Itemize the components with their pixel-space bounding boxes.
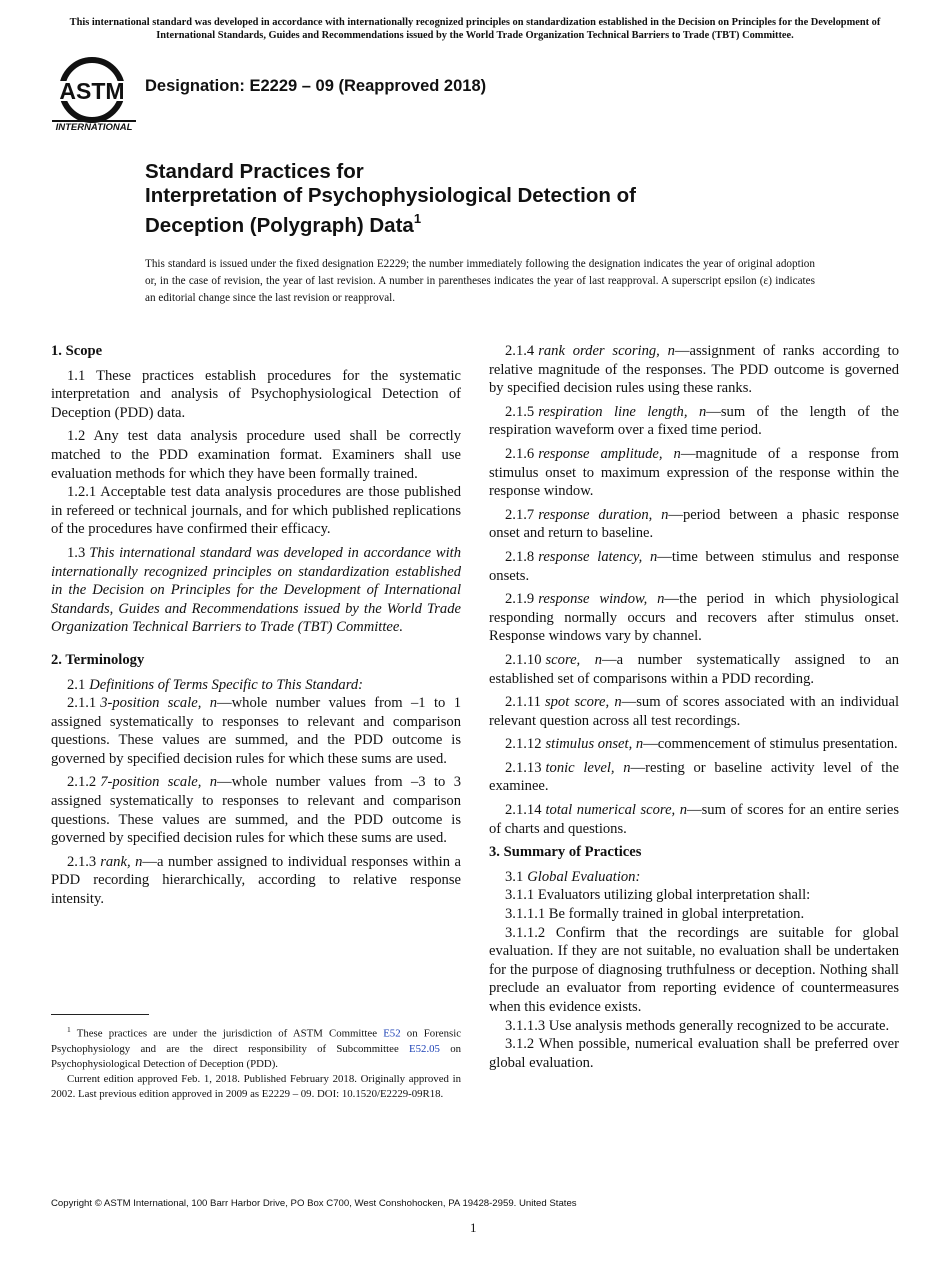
para-2-1-3: 2.1.3 rank, n—a number assigned to individual responses within a PDD recording hierarchically, according to relative response intensity. xyxy=(51,853,461,908)
svg-text:ASTM: ASTM xyxy=(59,78,125,104)
para-3-1-1: 3.1.1 Evaluators utilizing global interpretation shall: xyxy=(505,887,811,904)
svg-text:INTERNATIONAL: INTERNATIONAL xyxy=(55,122,133,133)
para-1-1: 1.1 These practices establish procedures for the systematic interpretation and analysis of Psychophysiological Detection of Deception (PDD) data. xyxy=(51,367,461,421)
para-3-1-1-2: 3.1.1.2 Confirm that the recordings are suitable for global evaluation. If they are not suitable, no evaluation shall be undertaken for the purpose of diagnosing truthfulness or deception. Nothing shall preclude an evaluator from reporting evidence of countermeasures when this evidence exists. xyxy=(489,924,899,1015)
right-column xyxy=(489,342,899,1072)
subcommittee-link[interactable]: E52.05 xyxy=(409,1042,440,1055)
left-column xyxy=(51,342,461,914)
title-line-3-text: Deception (Polygraph) Data xyxy=(145,213,414,237)
designation: Designation: E2229 – 09 (Reapproved 2018) xyxy=(145,77,487,95)
para-1-3: 1.3 This international standard was developed in accordance with internationally recognized principles on standardization established in the Decision on Principles for the Development of International Standards, Guides and Recommendations issued by the World Trade Organization Technical Barriers to Trade (TBT) Committee. xyxy=(51,544,461,636)
para-3-1: 3.1 Global Evaluation: xyxy=(505,868,641,885)
para-1-2: 1.2 Any test data analysis procedure used shall be correctly matched to the PDD examination format. Examiners shall use evaluation methods for which they have been formally trained. xyxy=(51,428,461,482)
para-3-1-2: 3.1.2 When possible, numerical evaluation shall be preferred over global evaluation. xyxy=(489,1036,899,1071)
footnote-edition: Current edition approved Feb. 1, 2018. Published February 2018. Originally approved in 2002. Last previous edition approved in 2009 as E2229 – 09. DOI: 10.1520/E2229-09R18. xyxy=(51,1072,461,1100)
section-3-heading: 3. Summary of Practices xyxy=(489,844,642,861)
para-2-1-9: 2.1.9 response window, n—the period in which physiological responding normally occurs and recovers after stimulus onset. Response windows vary by channel. xyxy=(489,591,899,645)
para-3-1-1-3: 3.1.1.3 Use analysis methods generally recognized to be accurate. xyxy=(505,1017,890,1034)
section-2-heading: 2. Terminology xyxy=(51,651,145,668)
para-2-1-2: 2.1.2 7-position scale, n—whole number values from –3 to 3 assigned systematically to responses to relevant and comparison questions. These values are summed, and the PDD outcome is governed by specified decision rules for which these sums are used. xyxy=(51,774,461,847)
document-title xyxy=(145,160,636,238)
para-2-1-11: 2.1.11 spot score, n—sum of scores associated with an individual relevant question across all test recordings. xyxy=(489,694,900,729)
para-3-1-1-1: 3.1.1.1 Be formally trained in global interpretation. xyxy=(505,906,805,923)
para-2-1-1: 2.1.1 3-position scale, n—whole number values from –1 to 1 assigned systematically to responses to relevant and comparison questions. These values are summed, and the PDD outcome is governed by specified decision rules for which these sums are used. xyxy=(51,695,461,767)
footnote-1: $^1$ These practices are under the jurisdiction of ASTM Committee E52 on Forensic Psychophysiology and are the direct responsibility of Subcommittee E52.05 on Psychophysiological Detection of Deception (PDD). xyxy=(51,1025,462,1070)
committee-link[interactable]: E52 xyxy=(383,1027,401,1040)
footnote-divider xyxy=(51,1014,149,1015)
para-2-1-13: 2.1.13 tonic level, n—resting or baseline activity level of the examinee. xyxy=(489,759,899,795)
standards-notice: This international standard was developed in accordance with internationally recognized principles on standardization established in the Decision on Principles for the Development of International Standards, Guides and Recommendations issued by the World Trade Organization Technical Barriers to Trade (TBT) Committee. xyxy=(69,17,881,41)
para-2-1: 2.1 Definitions of Terms Specific to This Standard: xyxy=(67,676,364,693)
title-line-1: Standard Practices for xyxy=(145,160,364,183)
para-2-1-8: 2.1.8 response latency, n—time between stimulus and response onsets. xyxy=(489,548,899,584)
para-1-2-1: 1.2.1 Acceptable test data analysis procedures are those published in refereed or technical journals, and for which published replications of the procedures have confirmed their efficacy. xyxy=(51,484,461,538)
para-2-1-14: 2.1.14 total numerical score, n—sum of scores for an entire series of charts and questions. xyxy=(489,802,900,837)
astm-logo xyxy=(52,57,136,133)
para-2-1-6: 2.1.6 response amplitude, n—magnitude of a response from stimulus onset to maximum expression of the response within the response window. xyxy=(489,445,900,500)
title-footnote-mark: 1 xyxy=(413,211,422,226)
copyright: Copyright © ASTM International, 100 Barr Harbor Drive, PO Box C700, West Conshohocken, PA 19428-2959. United States xyxy=(51,1198,577,1209)
designation-note: This standard is issued under the fixed designation E2229; the number immediately following the designation indicates the year of original adoption or, in the case of revision, the year of last revision. A number in parentheses indicates the year of last reapproval. A superscript epsilon (ε) indicates an editorial change since the last revision or reapproval. xyxy=(145,258,815,304)
para-2-1-4: 2.1.4 rank order scoring, n—assignment of ranks according to relative magnitude of the responses. The PDD outcome is governed by specified decision rules using these ranks. xyxy=(489,343,899,397)
title-line-2: Interpretation of Psychophysiological Detection of xyxy=(145,184,636,207)
title-line-3 xyxy=(145,208,636,238)
para-2-1-12: 2.1.12 stimulus onset, n—commencement of stimulus presentation. xyxy=(505,736,898,753)
para-2-1-10: 2.1.10 score, n—a number systematically assigned to an established set of comparisons within a PDD recording. xyxy=(489,651,899,687)
para-2-1-5: 2.1.5 respiration line length, n—sum of the length of the respiration waveform over a fixed time period. xyxy=(489,403,899,439)
para-2-1-7: 2.1.7 response duration, n—period between a phasic response onset and return to baseline. xyxy=(489,506,899,542)
page-number: 1 xyxy=(470,1220,477,1235)
footnote xyxy=(51,1022,461,1102)
section-1-heading: 1. Scope xyxy=(51,343,103,359)
